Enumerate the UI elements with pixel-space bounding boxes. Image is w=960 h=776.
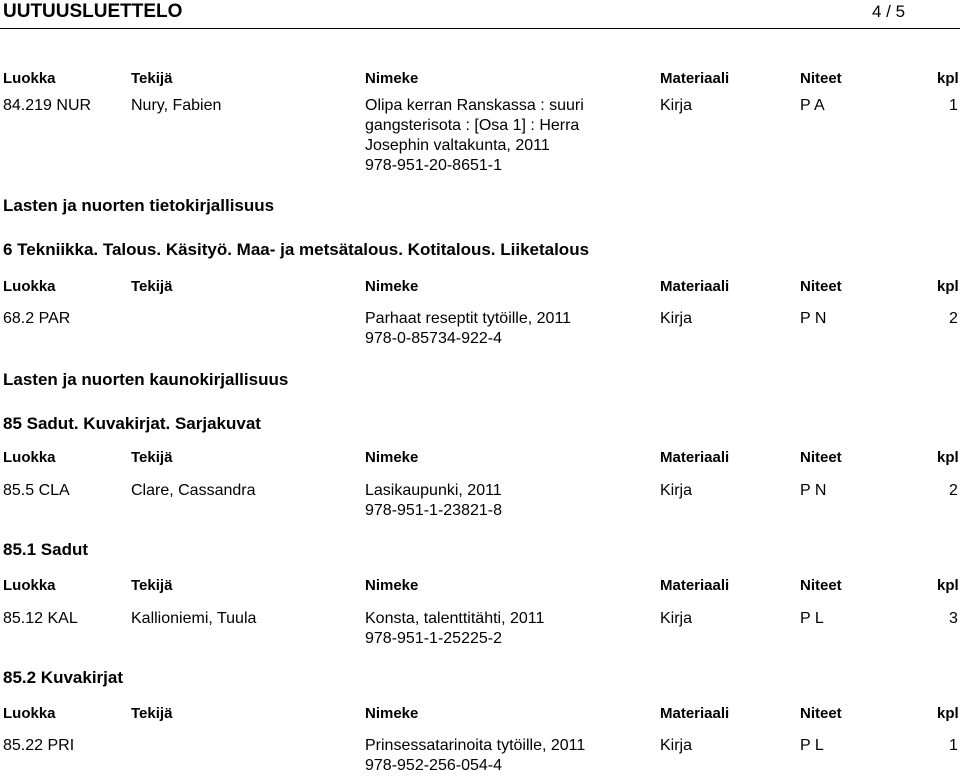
row-niteet: P A — [800, 97, 825, 114]
row-kpl: 1 — [949, 737, 958, 754]
row-tekija: Clare, Cassandra — [131, 482, 256, 499]
row-niteet: P L — [800, 737, 824, 754]
column-header-niteet: Niteet — [800, 70, 842, 87]
row-materiaali: Kirja — [660, 482, 693, 499]
row-nimeke-line: Olipa kerran Ranskassa : suuri — [365, 97, 584, 114]
row-niteet: P N — [800, 482, 827, 499]
column-header-niteet: Niteet — [800, 278, 842, 295]
column-header-nimeke: Nimeke — [365, 278, 419, 295]
column-header-luokka: Luokka — [3, 449, 56, 466]
row-nimeke-line: Josephin valtakunta, 2011 — [365, 137, 550, 154]
row-isbn: 978-951-1-23821-8 — [365, 502, 502, 519]
row-materiaali: Kirja — [660, 610, 693, 627]
row-tekija: Nury, Fabien — [131, 97, 222, 114]
row-nimeke-line: Lasikaupunki, 2011 — [365, 482, 502, 499]
column-header-luokka: Luokka — [3, 577, 56, 594]
row-isbn: 978-951-20-8651-1 — [365, 157, 502, 174]
column-header-kpl: kpl — [937, 705, 959, 722]
column-header-tekija: Tekijä — [131, 449, 173, 466]
column-header-luokka: Luokka — [3, 278, 56, 295]
row-kpl: 1 — [949, 97, 958, 114]
class-heading: 85 Sadut. Kuvakirjat. Sarjakuvat — [3, 414, 261, 433]
column-header-tekija: Tekijä — [131, 577, 173, 594]
section-heading: Lasten ja nuorten tietokirjallisuus — [3, 196, 275, 215]
column-header-niteet: Niteet — [800, 449, 842, 466]
class-heading: 85.2 Kuvakirjat — [3, 668, 124, 687]
column-header-luokka: Luokka — [3, 70, 56, 87]
column-header-materiaali: Materiaali — [660, 577, 730, 594]
row-isbn: 978-0-85734-922-4 — [365, 330, 502, 347]
row-luokka: 85.5 CLA — [3, 482, 70, 499]
column-header-tekija: Tekijä — [131, 278, 173, 295]
row-tekija: Kallioniemi, Tuula — [131, 610, 257, 627]
row-nimeke-line: Parhaat reseptit tytöille, 2011 — [365, 310, 572, 327]
header-rule — [0, 28, 960, 29]
row-isbn: 978-952-256-054-4 — [365, 757, 502, 774]
row-luokka: 85.22 PRI — [3, 737, 75, 754]
column-header-niteet: Niteet — [800, 577, 842, 594]
column-header-materiaali: Materiaali — [660, 70, 730, 87]
row-materiaali: Kirja — [660, 737, 693, 754]
column-header-tekija: Tekijä — [131, 70, 173, 87]
column-header-nimeke: Nimeke — [365, 705, 419, 722]
row-luokka: 84.219 NUR — [3, 97, 92, 114]
column-header-niteet: Niteet — [800, 705, 842, 722]
column-header-nimeke: Nimeke — [365, 70, 419, 87]
column-header-kpl: kpl — [937, 278, 959, 295]
row-kpl: 3 — [949, 610, 958, 627]
page-title: UUTUUSLUETTELO — [3, 1, 183, 22]
page-number: 4 / 5 — [872, 2, 906, 21]
column-header-nimeke: Nimeke — [365, 449, 419, 466]
column-header-materiaali: Materiaali — [660, 449, 730, 466]
row-nimeke-line: gangsterisota : [Osa 1] : Herra — [365, 117, 580, 134]
column-header-materiaali: Materiaali — [660, 705, 730, 722]
column-header-luokka: Luokka — [3, 705, 56, 722]
row-niteet: P L — [800, 610, 824, 627]
row-luokka: 85.12 KAL — [3, 610, 78, 627]
column-header-materiaali: Materiaali — [660, 278, 730, 295]
row-kpl: 2 — [949, 310, 958, 327]
class-heading: 85.1 Sadut — [3, 540, 89, 559]
column-header-kpl: kpl — [937, 449, 959, 466]
column-header-nimeke: Nimeke — [365, 577, 419, 594]
row-kpl: 2 — [949, 482, 958, 499]
row-isbn: 978-951-1-25225-2 — [365, 630, 502, 647]
row-materiaali: Kirja — [660, 97, 693, 114]
column-header-tekija: Tekijä — [131, 705, 173, 722]
row-niteet: P N — [800, 310, 827, 327]
row-materiaali: Kirja — [660, 310, 693, 327]
section-heading: Lasten ja nuorten kaunokirjallisuus — [3, 370, 289, 389]
row-nimeke-line: Prinsessatarinoita tytöille, 2011 — [365, 737, 586, 754]
row-nimeke-line: Konsta, talenttitähti, 2011 — [365, 610, 545, 627]
class-heading: 6 Tekniikka. Talous. Käsityö. Maa- ja metsätalous. Kotitalous. Liiketalous — [3, 240, 590, 259]
row-luokka: 68.2 PAR — [3, 310, 71, 327]
column-header-kpl: kpl — [937, 70, 959, 87]
column-header-kpl: kpl — [937, 577, 959, 594]
